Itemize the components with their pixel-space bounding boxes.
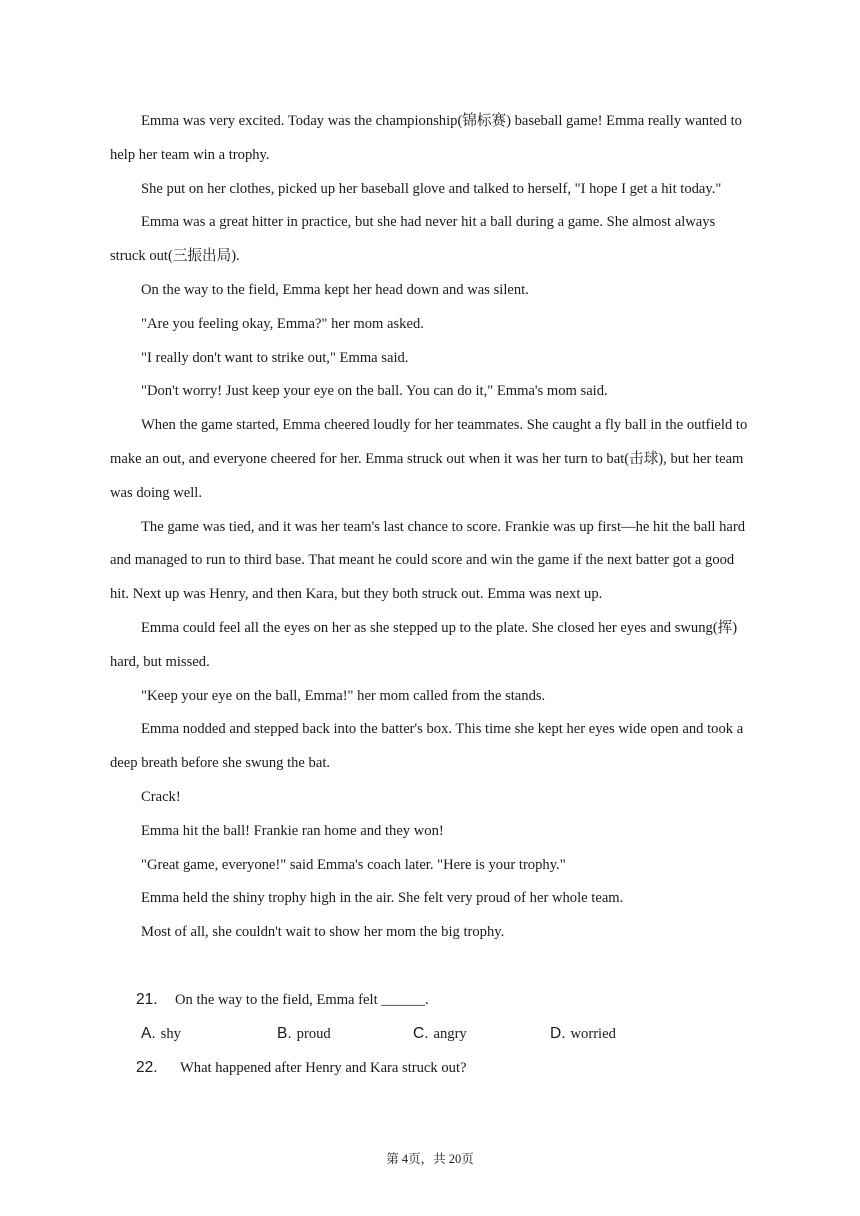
option-text: shy: [160, 1026, 181, 1042]
question-list: [110, 983, 750, 1085]
question-text: What happened after Henry and Kara struck out?: [180, 1060, 467, 1076]
option-letter: B.: [277, 1025, 292, 1042]
page-footer: 第 4页，共 20页: [386, 1152, 474, 1166]
option-c[interactable]: [413, 1017, 467, 1051]
option-letter: D.: [550, 1025, 566, 1042]
passage-paragraph: Emma could feel all the eyes on her as she stepped up to the plate. She closed her eyes and swung(挥) hard, but missed.: [110, 619, 738, 670]
passage-paragraph: Crack!: [141, 788, 181, 805]
option-b[interactable]: [277, 1017, 331, 1051]
passage-paragraph: Emma nodded and stepped back into the batter's box. This time she kept her eyes wide open and took a deep breath before she swung the bat.: [110, 721, 744, 772]
passage-paragraph: Most of all, she couldn't wait to show her mom the big trophy.: [141, 924, 505, 941]
question-21-options: [110, 1017, 750, 1051]
option-letter: A.: [141, 1025, 156, 1042]
passage-paragraph: Emma was very excited. Today was the championship(锦标赛) baseball game! Emma really wanted to help her team win a trophy.: [110, 113, 742, 163]
passage-paragraph: "Keep your eye on the ball, Emma!" her mom called from the stands.: [141, 687, 546, 704]
passage-paragraph: Emma hit the ball! Frankie ran home and they won!: [141, 822, 444, 839]
option-text: worried: [570, 1026, 616, 1042]
question-number: 21.: [136, 991, 158, 1008]
passage-paragraph: "Don't worry! Just keep your eye on the ball. You can do it," Emma's mom said.: [141, 383, 608, 400]
passage-paragraph: "Great game, everyone!" said Emma's coach later. "Here is your trophy.": [141, 856, 566, 873]
question-22: [110, 1051, 750, 1085]
reading-passage: [110, 105, 750, 950]
option-text: angry: [433, 1026, 467, 1042]
question-text: On the way to the field, Emma felt ______.: [175, 992, 429, 1008]
option-letter: C.: [413, 1025, 429, 1042]
passage-paragraph: She put on her clothes, picked up her baseball glove and talked to herself, "I hope I get a hit today.": [141, 180, 722, 197]
passage-paragraph: On the way to the field, Emma kept her head down and was silent.: [141, 281, 529, 298]
passage-paragraph: "Are you feeling okay, Emma?" her mom asked.: [141, 315, 424, 332]
passage-paragraph: "I really don't want to strike out," Emma said.: [141, 349, 409, 366]
passage-paragraph: When the game started, Emma cheered loudly for her teammates. She caught a fly ball in the outfield to make an out, and everyone cheered for her. Emma struck out when it was her turn to bat(击球), but her team was doing well.: [110, 417, 748, 501]
option-a[interactable]: [141, 1017, 181, 1051]
option-text: proud: [296, 1026, 331, 1042]
passage-paragraph: Emma was a great hitter in practice, but she had never hit a ball during a game. She almost always struck out(三振出局).: [110, 214, 716, 265]
question-21: [110, 983, 750, 1017]
passage-paragraph: The game was tied, and it was her team's last chance to score. Frankie was up first—he hit the ball hard and managed to run to third base. That meant he could score and win the game if the next batter got a good hit. Next up was Henry, and then Kara, but they both struck out. Emma was next up.: [110, 518, 746, 603]
passage-paragraph: Emma held the shiny trophy high in the air. She felt very proud of her whole team.: [141, 890, 624, 907]
option-d[interactable]: [550, 1017, 616, 1051]
question-number: 22.: [136, 1059, 158, 1076]
